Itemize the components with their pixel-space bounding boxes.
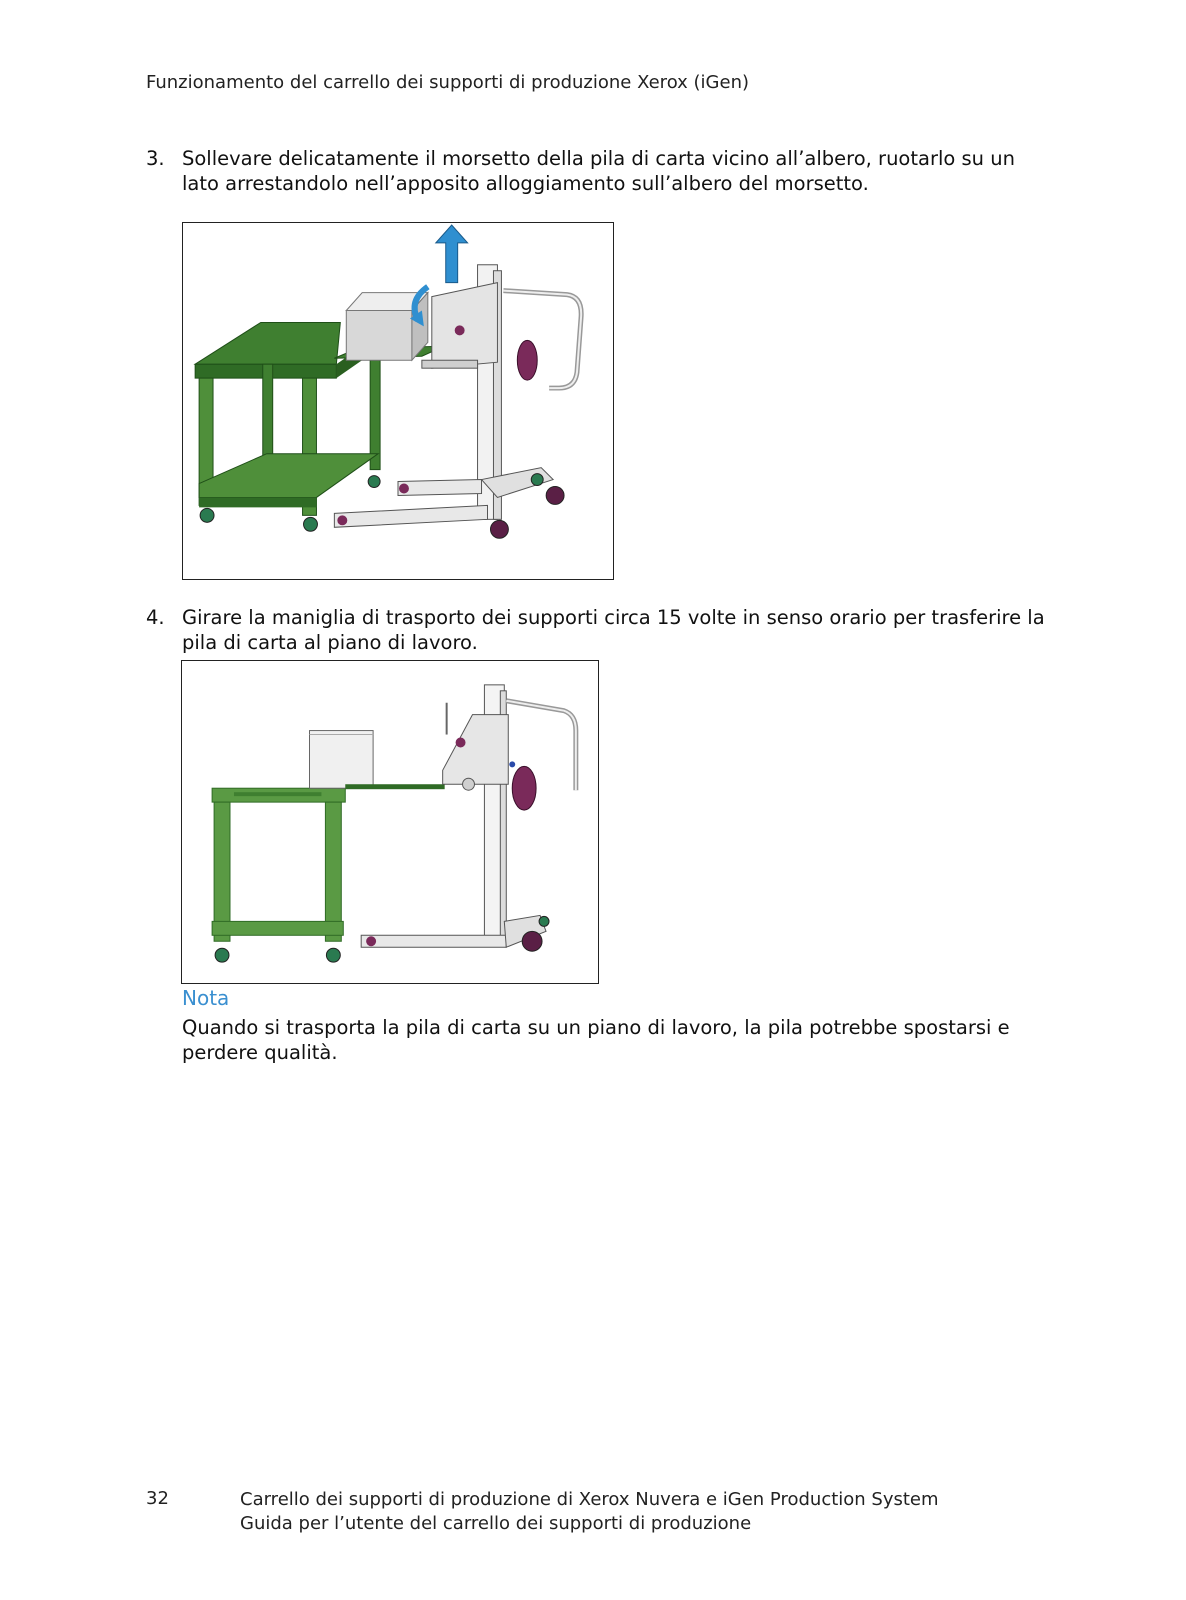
step-3-number: 3. (146, 147, 165, 170)
note-label: Nota (182, 986, 230, 1010)
footer-title (240, 1488, 939, 1536)
running-header: Funzionamento del carrello dei supporti di produzione Xerox (iGen) (146, 72, 749, 93)
footer-line-1: Carrello dei supporti di produzione di Xerox Nuvera e iGen Production System (240, 1489, 939, 1510)
footer-line-2: Guida per l’utente del carrello dei supporti di produzione (240, 1513, 752, 1534)
step-4-text: Girare la maniglia di trasporto dei supporti circa 15 volte in senso orario per trasferire la pila di carta al piano di lavoro. (182, 606, 1045, 654)
step-4 (146, 605, 1046, 655)
illustration-cart-and-table-2 (182, 661, 598, 983)
note-text: Quando si trasporta la pila di carta su un piano di lavoro, la pila potrebbe spostarsi e perdere qualità. (182, 1016, 1010, 1064)
figure-clamp-rotation (182, 222, 614, 580)
step-4-number: 4. (146, 606, 165, 629)
page-number: 32 (146, 1488, 169, 1509)
figure-stack-transfer (181, 660, 599, 984)
step-3 (146, 146, 1046, 196)
illustration-cart-and-table-1 (183, 223, 613, 579)
step-3-text: Sollevare delicatamente il morsetto della pila di carta vicino all’albero, ruotarlo su un lato arrestandolo nell’apposito alloggiamento sull’albero del morsetto. (182, 147, 1015, 195)
